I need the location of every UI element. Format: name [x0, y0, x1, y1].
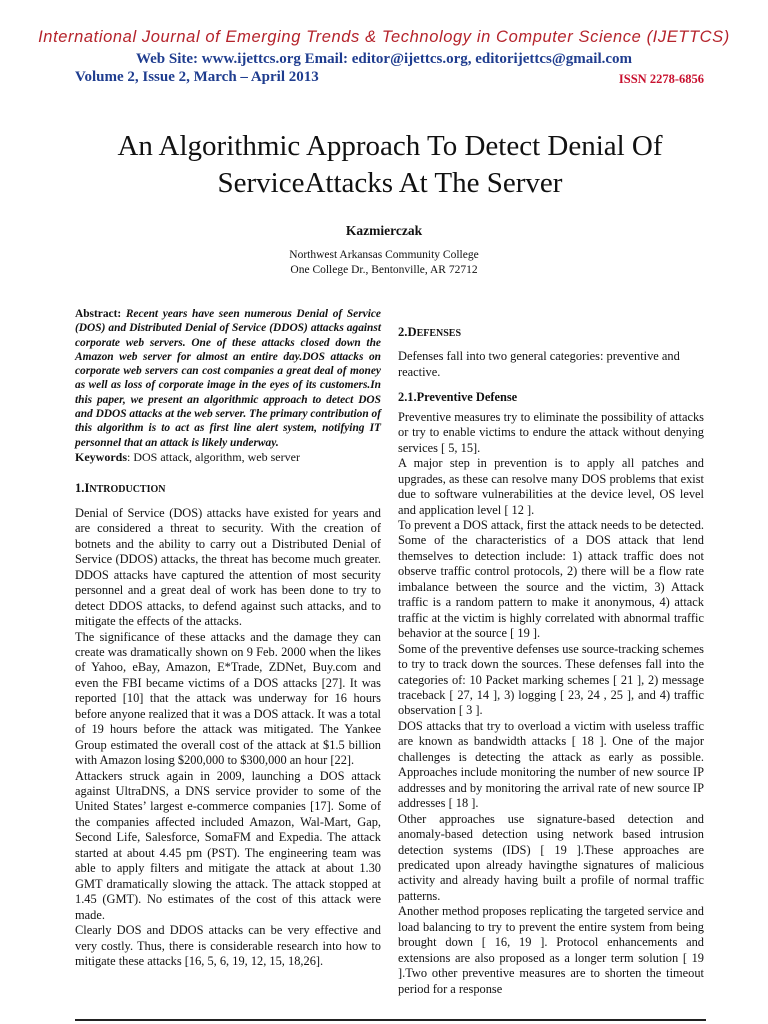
- affiliation-address: One College Dr., Bentonville, AR 72712: [290, 263, 478, 276]
- abstract-label: Abstract:: [75, 308, 122, 320]
- journal-website: Web Site: www.ijettcs.org Email: editor@ijettcs.org, editorijettcs@gmail.com: [135, 51, 633, 67]
- paragraph: To prevent a DOS attack, first the attack needs to be detected. Some of the characteristics of a DOS attack that lend themselves to detection include: 1) attack traffic does not observe traffic control protocols, 2) there will be a flow rate imbalance between the source and the victim, 3) Attack traffic is a random pattern to make it anonymous, 4) attack traffic at the victim is highly correlated with abnormal traffic behavior at the source [ 19 ].: [398, 517, 704, 641]
- author-name: Kazmierczak: [345, 223, 423, 238]
- paragraph: Some of the preventive defenses use source-tracking schemes to try to track down the sources. These defenses fall into the categories of: 10 Packet marking schemes [ 21 ], 2) message traceback [ 27, 14 ], 3) logging [ 23, 24 , 25 ], and 4) traffic observation [ 3 ].: [398, 641, 704, 718]
- keywords-label: Keywords: [75, 449, 127, 464]
- paragraph: Another method proposes replicating the targeted service and load balancing to try to prevent the entire system from being brought down [ 16, 19 ]. Protocol enhancements and extensions are also proposed as a longer term solution [ 19 ].Two other preventive measures are to shorten the timeout period for a response: [398, 904, 704, 996]
- paragraph: Other approaches use signature-based detection and anomaly-based detection using network based intrusion detection systems (IDS) [ 19 ].These approaches are predicated upon already havingthe signatures of malicious activity and already having built a profile of normal traffic patterns.: [398, 811, 704, 903]
- affiliation-institution: Northwest Arkansas Community College: [289, 249, 479, 261]
- section-heading-defenses: 2.DEFENSES: [398, 325, 462, 339]
- paper-title: An Algorithmic Approach To Detect Denial Of ServiceAttacks At The Server: [117, 130, 663, 199]
- subsection-heading-preventive: 2.1.Preventive Defense: [398, 390, 518, 405]
- abstract-text: Recent years have seen numerous Denial of Service (DOS) and Distributed Denial of Service (DDOS) attacks against corporate web servers. One of these attacks closed down the Amazon web server for almost an entire day.DOS attacks on corporate web servers can cost companies a great deal of money as well as loss of corporate image in the eyes of its customers.In this paper, we present an algorithmic approach to detect DOS and DDOS attacks at the web server. The primary contribution of this algorithm is to act as first line alert system, notifying IT personnel that an attack is likely underway.: [75, 308, 381, 449]
- paragraph: Attackers struck again in 2009, launching a DOS attack against UltraDNS, a DNS service provider to some of the United States’ largest e-commerce companies [17]. Some of the companies affected included Amazon, Wal-Mart, Gap, Second Life, Salesforce, SomaFM and Expedia. The attack started at about 4.45 pm (PST). The engineering team was able to apply filters and mitigate the attack at about 1.30 GMT dramatically slowing the attack. The attack stopped at 1.45 (GMT). No estimates of the cost of this attack were made.: [75, 768, 381, 922]
- right-column: [398, 307, 704, 997]
- paragraph: The significance of these attacks and the damage they can create was dramatically shown on 9 Feb. 2000 when the likes of Yahoo, eBay, Amazon, E*Trade, ZDNet, Buy.com and even the FBI became victims of a DOS attacks [27]. It was reported [10] that the attack was underway for 16 hours before anyone realized that it was a DOS attack. It was a total of 19 hours before the attack was mitigated. The Yankee Group estimated the overall cost of the attack at $1.5 billion with Amazon losing $200,000 to $300,000 an hour [22].: [75, 629, 381, 768]
- issn: ISSN 2278-6856: [618, 72, 704, 86]
- journal-name: International Journal of Emerging Trends & Technology in Computer Science (IJETTCS): [38, 28, 730, 46]
- paragraph: Denial of Service (DOS) attacks have existed for years and are considered a threat to security. With the creation of botnets and the ability to carry out a Distributed Denial of Service (DDOS) attacks, the threat has become much greater. DDOS attacks have captured the attention of most security personnel and a great deal of work has been done to try to detect DDOS attacks, to defend against such attacks, and to mitigate the effects of the attacks.: [75, 505, 381, 629]
- paragraph: Preventive measures try to eliminate the possibility of attacks or try to enable victims to endure the attack without denying services [ 5, 15].: [398, 409, 704, 455]
- volume-issue: Volume 2, Issue 2, March – April 2013: [75, 69, 319, 85]
- paragraph: Defenses fall into two general categories: preventive and reactive.: [398, 349, 680, 379]
- keywords-text: : DOS attack, algorithm, web server: [127, 449, 300, 464]
- paragraph: DOS attacks that try to overload a victim with useless traffic are known as bandwidth attacks [ 18 ]. One of the major challenges is detecting the attack as early as possible. Approaches include monitoring the number of new source IP addresses and by monitoring the arrival rate of new source IP addresses [ 18 ].: [398, 718, 704, 811]
- author-affiliation: [0, 248, 768, 278]
- paragraph: A major step in prevention is to apply all patches and upgrades, as these can resolve many DOS problems that exist due to software vulnerabilities at the device level, OS level and application level [ 12 ].: [398, 456, 704, 517]
- paragraph: Clearly DOS and DDOS attacks can be very effective and very costly. Thus, there is considerable research into how to mitigate these attacks [16, 5, 6, 19, 12, 15, 18,26].: [75, 923, 381, 969]
- left-column: [75, 307, 381, 969]
- footer-rule: [75, 1019, 706, 1021]
- section-heading-introduction: 1.INTRODUCTION: [75, 481, 166, 496]
- abstract: [75, 307, 381, 450]
- keywords: [75, 450, 381, 465]
